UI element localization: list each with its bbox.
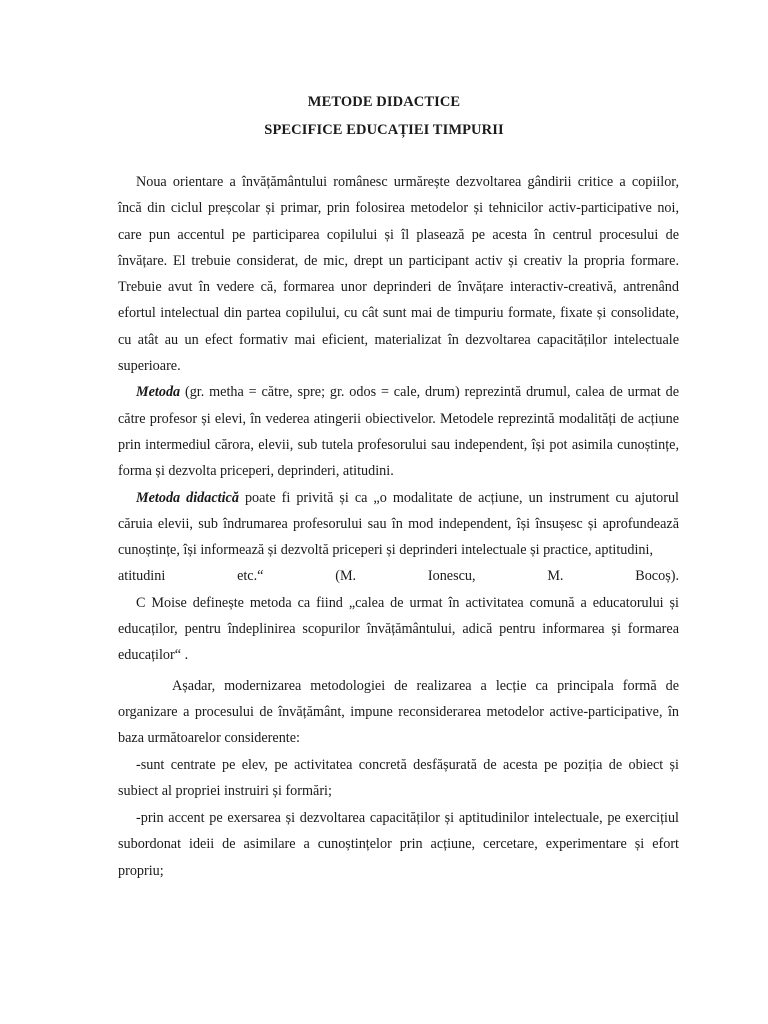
paragraph-intro-text: Noua orientare a învățământului românesc urmărește dezvoltarea gândirii critice a copiilor, încă din ciclul preșcolar și primar, prin folosirea metodelor și tehnicilor activ-participative noi, care pun accentul pe participarea copilului și îl plasează pe acesta în centrul procesului de învățare. El trebuie considerat, de mic, drept un participant activ și creativ la propria formare. Trebuie avut în vedere că, formarea unor deprinderi de învățare interactiv-creativă, antrenând efortul intelectual din partea copilului, cu cât sunt mai de timpuriu formate, fixate și consolidate, cu atât au un efect formativ mai eficient, materializat în dezvoltarea capacităților intelectuale superioare. [118,174,679,375]
citation-word: M. [547,568,564,585]
paragraph-metoda [118,379,679,484]
citation-word: Ionescu, [427,568,476,585]
citation-line [118,563,679,589]
citation-word: etc.“ [237,568,264,585]
paragraph-moise [118,590,679,669]
paragraph-metoda-didactica-text: poate fi privită și ca „o modalitate de acțiune, un instrument cu ajutorul căruia elevii, sub îndrumarea profesorului sau în mod independent, își însușesc și aprofundează cunoștințe, își informează și dezvoltă priceperi și deprinderi intelectuale și practice, aptitudini, [118,489,679,559]
list-item-centrate [118,752,679,805]
paragraph-intro [118,169,679,379]
paragraph-asadar [118,673,679,752]
document-subtitle: SPECIFICE EDUCAȚIEI TIMPURII [264,122,504,139]
citation-word: (M. [335,568,357,585]
paragraph-metoda-text: (gr. metha = către, spre; gr. odos = cale, drum) reprezintă drumul, calea de urmat de către profesor și elevi, în vederea atingerii obiectivelor. Metodele reprezintă modalități de acțiune prin intermediul cărora, elevii, sub tutela profesorului sau independent, își pot asimila cunoștințe, forma și dezvolta priceperi, deprinderi, atitudini. [118,384,679,480]
term-metoda-didactica: Metoda didactică [136,489,239,506]
paragraph-moise-text: C Moise definește metoda ca fiind „calea de urmat în activitatea comună a educatorului și educaților, pentru îndeplinirea scopurilor învățământului, adică pentru informarea și formarea educaților“ . [118,594,679,664]
citation-word: Bocoș). [635,568,679,585]
document-title: METODE DIDACTICE [307,94,461,110]
list-item-text: -prin accent pe exersarea și dezvoltarea capacităților și aptitudinilor intelectuale, pe exercițiul subordonat ideii de asimilare a cunoștințelor prin acțiune, cercetare, experimentare și efort propriu; [118,810,679,879]
paragraph-metoda-didactica [118,485,679,564]
term-metoda: Metoda [136,384,181,401]
title-block [0,92,768,141]
document-body [118,169,679,884]
list-item-text: -sunt centrate pe elev, pe activitatea concretă desfășurată de acesta pe poziția de obiect și subiect al propriei instruiri și formări; [118,756,679,799]
paragraph-asadar-text: Așadar, modernizarea metodologiei de realizarea a lecție ca principala formă de organizare a procesului de învățământ, impune reconsiderarea metodelor active-participative, în baza următoarelor considerente: [118,677,679,747]
citation-word: atitudini [118,568,166,585]
list-item-exersare [118,805,679,884]
